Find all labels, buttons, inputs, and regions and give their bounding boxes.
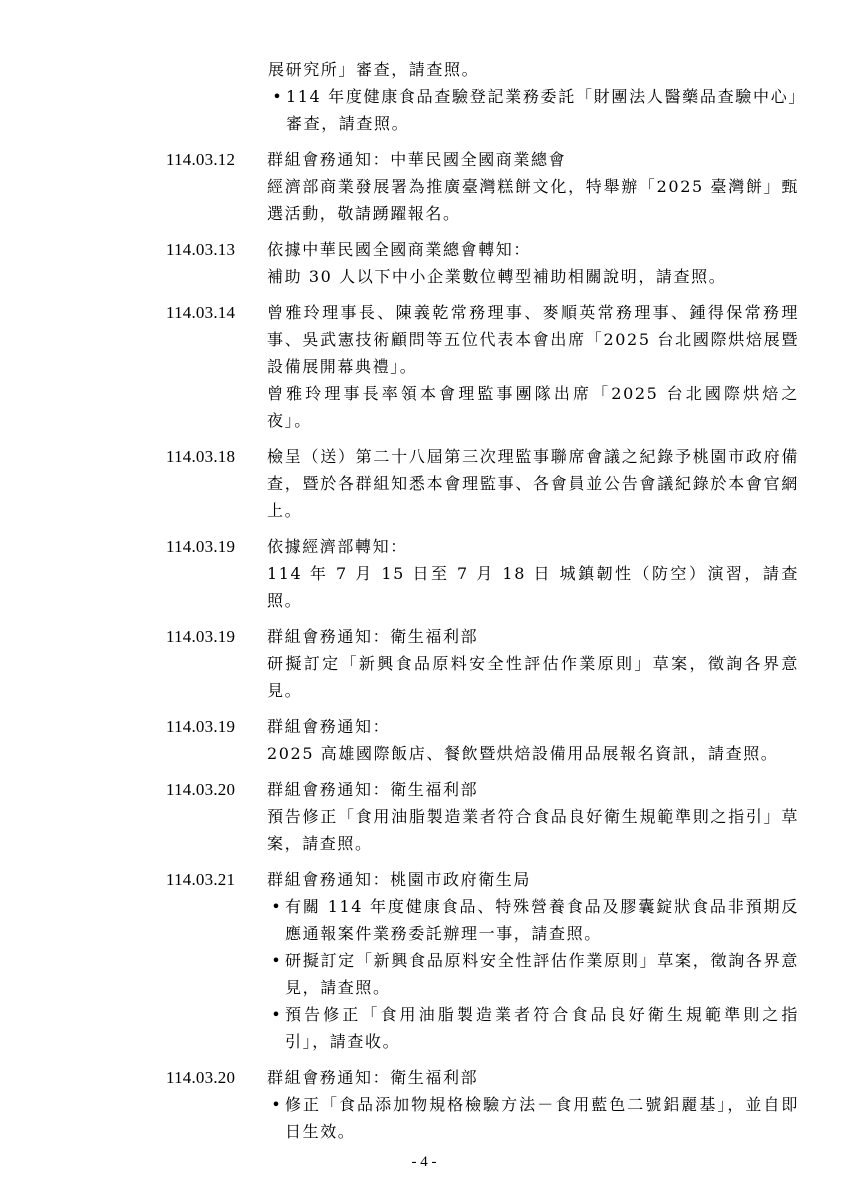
entry-body xyxy=(267,866,799,1055)
entry-date: 114.03.18 xyxy=(166,447,236,466)
entry-header: 群組會務通知：衛生福利部 xyxy=(267,1068,479,1087)
entry-date: 114.03.19 xyxy=(166,627,236,646)
entry-body xyxy=(267,236,799,290)
log-entry xyxy=(166,146,802,227)
log-entry xyxy=(166,299,802,434)
page-number: - 4 - xyxy=(411,1154,437,1170)
entry-body xyxy=(267,443,799,524)
entry-line: 經濟部商業發展署為推廣臺灣糕餅文化，特舉辦「2025 臺灣餅」甄選活動，敬請踴躍報名。 xyxy=(267,177,799,223)
entry-header: 群組會務通知：桃園市政府衛生局 xyxy=(267,870,532,889)
entry-header: 群組會務通知：衛生福利部 xyxy=(267,780,479,799)
entry-date: 114.03.19 xyxy=(166,537,236,556)
bullet-dot-icon: • xyxy=(271,1095,281,1114)
continuation-bullet xyxy=(268,83,798,137)
log-entry xyxy=(166,623,802,704)
continuation-block xyxy=(268,56,798,137)
log-entry xyxy=(166,776,802,857)
activity-log xyxy=(166,146,802,1154)
log-entry xyxy=(166,236,802,290)
entry-body xyxy=(267,146,799,227)
entry-line: 2025 高雄國際飯店、餐飲暨烘焙設備用品展報名資訊，請查照。 xyxy=(267,744,779,763)
entry-bullet xyxy=(267,1001,799,1055)
entry-header: 依據中華民國全國商業總會轉知： xyxy=(267,240,532,259)
entry-body xyxy=(267,533,799,614)
log-entry xyxy=(166,713,802,767)
entry-date: 114.03.20 xyxy=(166,1068,236,1087)
bullet-dot-icon: • xyxy=(271,1005,281,1024)
entry-header: 群組會務通知：中華民國全國商業總會 xyxy=(267,150,567,169)
entry-body xyxy=(267,623,799,704)
bullet-text: 有關 114 年度健康食品、特殊營養食品及膠囊錠狀食品非預期反應通報案件業務委託辦理一事，請查照。 xyxy=(285,897,799,943)
entry-line: 補助 30 人以下中小企業數位轉型補助相關說明，請查照。 xyxy=(267,267,727,286)
entry-bullet xyxy=(267,947,799,1001)
bullet-text: 預告修正「食用油脂製造業者符合食品良好衛生規範準則之指引」，請查收。 xyxy=(285,1005,799,1051)
entry-date: 114.03.21 xyxy=(166,870,236,889)
bullet-dot-icon: • xyxy=(271,897,281,916)
bullet-text: 修正「食品添加物規格檢驗方法－食用藍色二號鋁麗基」，並自即日生效。 xyxy=(285,1095,799,1141)
entry-line: 114 年 7 月 15 日至 7 月 18 日 城鎮韌性（防空）演習，請查照。 xyxy=(267,564,799,610)
entry-header: 曾雅玲理事長、陳義乾常務理事、麥順英常務理事、鍾得保常務理事、吳武憲技術顧問等五位代表本會出席「2025 台北國際烘焙展暨設備展開幕典禮」。 xyxy=(267,303,799,376)
entry-line: 研擬訂定「新興食品原料安全性評估作業原則」草案，徵詢各界意見。 xyxy=(267,654,799,700)
entry-body xyxy=(267,776,799,857)
entry-date: 114.03.13 xyxy=(166,240,236,259)
entry-header: 檢呈（送）第二十八屆第三次理監事聯席會議之紀錄予桃園市政府備查，暨於各群組知悉本會理監事、各會員並公告會議紀錄於本會官網上。 xyxy=(267,447,799,520)
continuation-line: 展研究所」審查，請查照。 xyxy=(268,60,480,79)
entry-bullet xyxy=(267,1091,799,1145)
entry-body xyxy=(267,299,799,434)
log-entry xyxy=(166,533,802,614)
bullet-dot-icon: • xyxy=(271,951,281,970)
entry-header: 依據經濟部轉知： xyxy=(267,537,408,556)
entry-header: 群組會務通知： xyxy=(267,717,391,736)
bullet-text: 研擬訂定「新興食品原料安全性評估作業原則」草案，徵詢各界意見，請查照。 xyxy=(285,951,799,997)
entry-line: 曾雅玲理事長率領本會理監事團隊出席「2025 台北國際烘焙之夜」。 xyxy=(267,384,799,430)
entry-body xyxy=(267,713,799,767)
entry-date: 114.03.20 xyxy=(166,780,236,799)
bullet-dot-icon: • xyxy=(272,87,282,106)
entry-date: 114.03.12 xyxy=(166,150,236,169)
entry-header: 群組會務通知：衛生福利部 xyxy=(267,627,479,646)
bullet-text: 114 年度健康食品查驗登記業務委託「財團法人醫藥品查驗中心」審查，請查照。 xyxy=(286,87,798,133)
entry-date: 114.03.19 xyxy=(166,717,236,736)
entry-bullet xyxy=(267,893,799,947)
log-entry xyxy=(166,1064,802,1145)
entry-line: 預告修正「食用油脂製造業者符合食品良好衛生規範準則之指引」草案，請查照。 xyxy=(267,807,799,853)
entry-date: 114.03.14 xyxy=(166,303,236,322)
entry-body xyxy=(267,1064,799,1145)
log-entry xyxy=(166,443,802,524)
log-entry xyxy=(166,866,802,1055)
